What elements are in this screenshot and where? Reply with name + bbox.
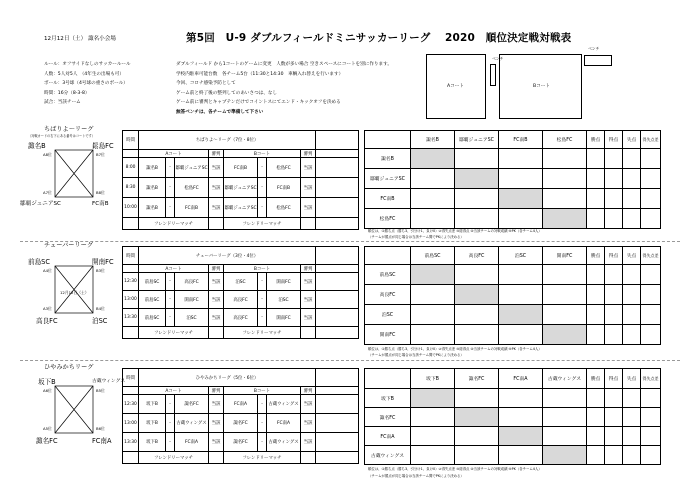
friendly-match: フレンドリーマッチ [224,218,301,230]
match-time: 8:00 [123,158,139,178]
team-b2: FC南A [267,414,301,433]
standings-col-team: 開南FC [543,247,587,265]
vs: - [166,198,175,218]
team-tr: 開南FC [92,258,114,266]
standings-table [364,246,661,345]
standings-row-team: 松島FC [365,209,411,229]
referee: 当該 [209,395,224,414]
referee: 当該 [209,433,224,452]
match-time: 12:30 [123,273,139,291]
vs: - [166,158,175,178]
time-header: 時間 [123,369,139,387]
referee: 当該 [209,178,224,198]
schedule-table [122,130,359,230]
rules-list [44,62,130,106]
standings-col-team: 諏名FC [455,369,499,389]
referee: 当該 [209,273,224,291]
standings-row-team: 諏名FC [365,408,411,427]
team-b2: 開南FC [267,273,301,291]
label-b: B3位 [96,268,105,273]
team-tr: 鬆島FC [92,142,114,150]
label-a: A6位 [43,388,52,393]
group-name: ひやみかちリーグ [44,364,94,371]
label-b: B7位 [96,152,105,157]
team-bl: 高良FC [36,317,58,325]
standings-table [364,130,661,229]
vs: - [258,414,267,433]
standings-col-team: 高良FC [455,247,499,265]
goals-for-header: 得点 [605,247,623,265]
standings-row-team: 開南FC [365,325,411,345]
standings-col-team: 前島SC [411,247,455,265]
friendly-match: フレンドリーマッチ [139,218,209,230]
vs: - [166,414,175,433]
vs: - [166,273,175,291]
league-diagram [28,374,126,446]
referee: 当該 [209,309,224,327]
note-item: ダブルフィールド から1コートのゲームに変更 人数が多い場合 空きスペースにコートを別に作ります。 [176,62,392,67]
schedule-title: ひやみかちリーグ（5位・6位） [139,369,316,387]
team-a2: FC南A [175,433,209,452]
team-a2: 泊SC [175,309,209,327]
ref-header: 審判 [301,265,316,273]
team-b2: 泊SC [267,291,301,309]
standings-row-team: 高良FC [365,285,411,305]
time-header: 時間 [123,131,139,150]
referee: 当該 [301,178,316,198]
team-a1: 坂下B [139,414,166,433]
match-time: 13:00 [123,414,139,433]
b-court-header: Bコート [224,150,301,158]
footnote: 順位は、①勝ち点（勝ち3、引分け1、負け0）②得失点差 ③総得点 ④当該チームの対戦成績 ⑤PK（各チーム4人） [368,467,542,471]
friendly-match: フレンドリーマッチ [139,327,209,339]
b-court-box [499,54,582,119]
a-court-header: Aコート [139,387,209,395]
rule-item: 試合：当該チーム [44,100,81,105]
vs: - [258,198,267,218]
goals-against-header: 失点 [623,369,641,389]
bench-label: ベンチ [492,56,504,61]
standings-row-team: FC南B [365,189,411,209]
referee: 当該 [301,395,316,414]
ref-header: 審判 [301,150,316,158]
standings-col-team: FC南B [499,131,543,149]
label-c: A5位 [43,426,52,431]
match-time: 10:00 [123,198,139,218]
team-tl: 前島SC [28,258,50,266]
goal-diff-header: 得失点差 [641,131,661,149]
team-a2: 鄒覇ジュニアSC [175,158,209,178]
note-item: ゲーム前に審判とキャプテンだけでコイントスにてエンド・キックオフを決める [176,100,341,105]
team-br: 泊SC [92,317,108,325]
points-header: 勝点 [587,247,605,265]
standings-row-team: 諏名B [365,149,411,169]
vs: - [258,291,267,309]
standings-col-team: 坂下B [411,369,455,389]
team-b1: 鄒覇ジュニアSC [224,198,258,218]
referee: 当該 [301,273,316,291]
standings-col-team: 諏名B [411,131,455,149]
diagram-note: （対戦カードの右下にある番号はコートです） [28,134,95,138]
goals-against-header: 失点 [623,131,641,149]
standings-col-team: 古蔵ウィングス [543,369,587,389]
standings-col-team: 松島FC [543,131,587,149]
team-a2: 古蔵ウィングス [175,414,209,433]
team-bl: 諏名FC [36,437,58,445]
team-b1: 高良FC [224,291,258,309]
divider [20,360,680,361]
label-c: A3位 [43,306,52,311]
friendly-match: フレンドリーマッチ [139,452,209,464]
rule-item: ルール：オフサイドなしのサッカールール [44,62,131,67]
referee: 当該 [301,433,316,452]
goals-for-header: 得点 [605,369,623,389]
team-a1: 諏名B [139,158,166,178]
bench-box-right [584,55,612,66]
team-a1: 坂下B [139,395,166,414]
points-header: 勝点 [587,131,605,149]
referee: 当該 [301,158,316,178]
vs: - [258,178,267,198]
points-header: 勝点 [587,369,605,389]
team-a1: 前島SC [139,273,166,291]
team-b2: 古蔵ウィングス [267,433,301,452]
team-a2: 開南FC [175,291,209,309]
vs: - [166,433,175,452]
team-tl: 諏名B [28,142,46,150]
diagram-date: 12月12日（土） [60,290,89,295]
team-b1: 鄒覇ジュニアSC [224,178,258,198]
league-diagram [20,138,118,210]
a-court-header: Aコート [139,265,209,273]
team-b2: 松島FC [267,198,301,218]
vs: - [258,273,267,291]
a-court-label: Aコート [447,84,464,89]
team-b1: 泊SC [224,273,258,291]
team-b2: 開南FC [267,309,301,327]
standings-row-team: 坂下B [365,389,411,408]
goals-for-header: 得点 [605,131,623,149]
footnote: （チームが勝点が同じ場合は当該チーム間でPKにより決める） [368,235,464,239]
vs: - [258,395,267,414]
rule-item: 人数：5人対5人 （4年生の出場も可） [44,71,124,77]
referee: 当該 [301,198,316,218]
footnote: （チームが勝点が同じ場合は当該チーム間でPKにより決める） [368,474,464,478]
note-item: 学校内駐車可能台数 各チーム5台（11:30と14:30 車輌入れ替えを行います） [176,71,344,77]
bench-label-right: ベンチ [588,46,600,51]
a-court-header: Aコート [139,150,209,158]
b-court-header: Bコート [224,387,301,395]
match-time: 8:30 [123,178,139,198]
standings-row-team: 鄒覇ジュニアSC [365,169,411,189]
referee: 当該 [301,414,316,433]
standings-row-team: 泊SC [365,305,411,325]
time-header: 時間 [123,247,139,265]
vs: - [258,433,267,452]
footnote: 順位は、①勝ち点（勝ち3、引分け1、負け0）②得失点差 ③総得点 ④当該チームの対戦成績 ⑤PK（各チーム4人） [368,229,542,233]
vs: - [166,395,175,414]
match-time: 13:30 [123,433,139,452]
referee: 当該 [209,198,224,218]
team-b2: 古蔵ウィングス [267,395,301,414]
goal-diff-header: 得失点差 [641,369,661,389]
footnote: （チームが勝点が同じ場合は当該チーム間でPKにより決める） [368,353,464,357]
team-a1: 坂下B [139,433,166,452]
vs: - [166,309,175,327]
standings-row-team: FC南A [365,427,411,446]
team-br: FC南A [92,437,112,445]
team-a1: 諏名B [139,198,166,218]
schedule-table [122,368,359,464]
team-tr: 古蔵ウィングス [92,379,126,384]
ref-header: 審判 [209,265,224,273]
standings-row-team: 前島SC [365,265,411,285]
team-bl: 鄒覇ジュニアSC [20,201,61,207]
note-item: ゲーム前と終了後の整列してのあいさつは、なし [176,90,278,96]
team-b2: FC南B [267,178,301,198]
vs: - [166,178,175,198]
standings-row-team: 古蔵ウィングス [365,446,411,465]
label-d: B4位 [96,306,105,311]
ref-header: 審判 [209,150,224,158]
match-time: 13:00 [123,291,139,309]
team-a1: 前島SC [139,309,166,327]
referee: 当該 [301,309,316,327]
notes-list [176,62,392,116]
label-d: B8位 [96,190,105,195]
date-venue: 12月12日（土） 諏名小会場 [44,36,116,42]
referee: 当該 [209,158,224,178]
rule-item: ボール：3号球（4号球の重さのボール） [44,81,128,86]
goals-against-header: 失点 [623,247,641,265]
page-title: 第5回 U-9 ダブルフィールドミニサッカーリーグ 2020 順位決定戦対戦表 [186,32,572,44]
team-a1: 諏名B [139,178,166,198]
standings-table [364,368,661,465]
team-a2: 諏名FC [175,395,209,414]
team-br: FC南B [92,201,109,207]
friendly-match: フレンドリーマッチ [224,452,301,464]
vs: - [258,309,267,327]
group-name: ちばりよ～リーグ [44,126,94,133]
team-a1: 前島SC [139,291,166,309]
match-time: 12:30 [123,395,139,414]
referee: 当該 [209,414,224,433]
schedule-title: ちばりよ～リーグ（7位・8位） [139,131,316,150]
goal-diff-header: 得失点差 [641,247,661,265]
team-b1: FC南B [224,158,258,178]
referee: 当該 [301,291,316,309]
team-b1: 高良FC [224,309,258,327]
team-b1: 諏名FC [224,414,258,433]
referee: 当該 [209,291,224,309]
b-court-label: Bコート [533,84,550,89]
bench-box [490,64,496,86]
team-b2: 松島FC [267,158,301,178]
rule-item: 時間：16分（8-3-8） [44,90,90,96]
team-a2: FC南B [175,198,209,218]
friendly-match: フレンドリーマッチ [224,327,301,339]
label-a: A4位 [43,268,52,273]
label-a: A8位 [43,152,52,157]
ref-header: 審判 [301,387,316,395]
footnote: 順位は、①勝ち点（勝ち3、引分け1、負け0）②得失点差 ③総得点 ④当該チームの対戦成績 ⑤PK（各チーム4人） [368,347,542,351]
team-a2: 松島FC [175,178,209,198]
team-b1: 諏名FC [224,433,258,452]
vs: - [258,158,267,178]
schedule-table [122,246,359,339]
label-c: A7位 [43,190,52,195]
a-court-box [426,54,486,119]
group-name: チューバーリーグ [44,242,94,249]
divider [20,241,680,242]
league-diagram [28,254,118,326]
match-time: 13:30 [123,309,139,327]
note-item: 今回、コロナ感染予防として [176,81,236,86]
standings-col-team: 泊SC [499,247,543,265]
schedule-title: チューバーリーグ（3位・4位） [139,247,316,265]
note-item: 無答ベンチは、各チームで準備して下さい [176,109,264,115]
label-b: B5位 [96,388,105,393]
vs: - [166,291,175,309]
standings-col-team: 鄒覇ジュニアSC [455,131,499,149]
team-tl: 坂下B [38,378,56,386]
team-b1: FC南A [224,395,258,414]
ref-header: 審判 [209,387,224,395]
team-a2: 高良FC [175,273,209,291]
b-court-header: Bコート [224,265,301,273]
standings-col-team: FC南A [499,369,543,389]
label-d: B6位 [96,426,105,431]
